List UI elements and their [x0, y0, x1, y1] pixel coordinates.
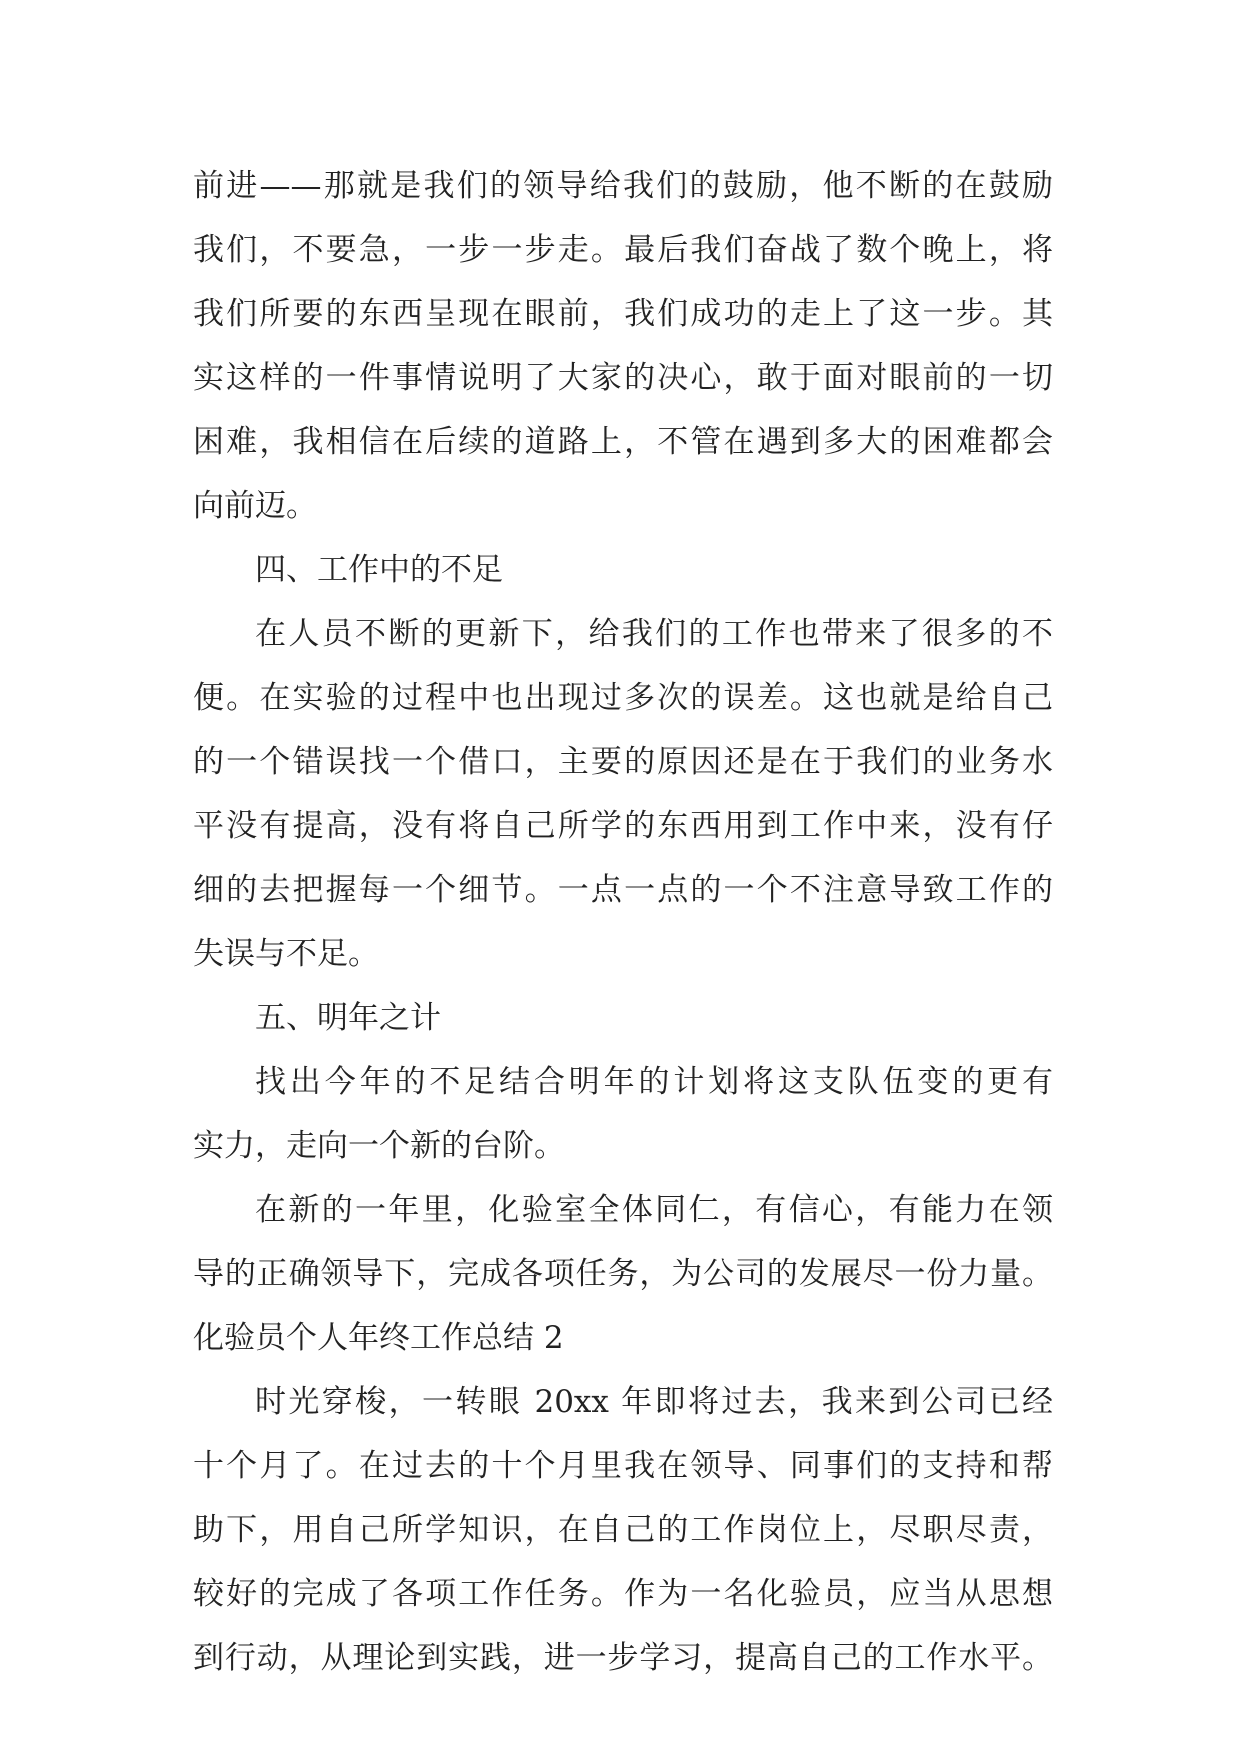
- text-line: 较好的完成了各项工作任务。作为一名化验员，应当从思想: [193, 1576, 1053, 1612]
- text-line: 向前迈。: [193, 488, 317, 524]
- text-line: 四、工作中的不足: [255, 552, 503, 588]
- text-line: 时光穿梭，一转眼 20xx 年即将过去，我来到公司已经: [255, 1384, 1053, 1420]
- text-line: 实这样的一件事情说明了大家的决心，敢于面对眼前的一切: [193, 360, 1053, 396]
- text-line: 前进——那就是我们的领导给我们的鼓励，他不断的在鼓励: [193, 168, 1053, 204]
- text-line: 我们，不要急，一步一步走。最后我们奋战了数个晚上，将: [193, 232, 1053, 268]
- text-line: 便。在实验的过程中也出现过多次的误差。这也就是给自己: [193, 680, 1053, 716]
- text-line: 导的正确领导下，完成各项任务，为公司的发展尽一份力量。: [193, 1256, 1053, 1292]
- text-line: 十个月了。在过去的十个月里我在领导、同事们的支持和帮: [193, 1448, 1053, 1484]
- text-line: 实力，走向一个新的台阶。: [193, 1128, 565, 1164]
- text-line: 的一个错误找一个借口，主要的原因还是在于我们的业务水: [193, 744, 1053, 780]
- text-line: 失误与不足。: [193, 936, 379, 972]
- text-line: 找出今年的不足结合明年的计划将这支队伍变的更有: [255, 1064, 1053, 1100]
- document-body: [193, 154, 1053, 1690]
- text-line: 细的去把握每一个细节。一点一点的一个不注意导致工作的: [193, 872, 1053, 908]
- text-line: 在人员不断的更新下，给我们的工作也带来了很多的不: [255, 616, 1053, 652]
- text-line: 助下，用自己所学知识，在自己的工作岗位上，尽职尽责，: [193, 1512, 1053, 1548]
- text-line: 我们所要的东西呈现在眼前，我们成功的走上了这一步。其: [193, 296, 1053, 332]
- text-line: 平没有提高，没有将自己所学的东西用到工作中来，没有仔: [193, 808, 1053, 844]
- text-line: 到行动，从理论到实践，进一步学习，提高自己的工作水平。: [193, 1640, 1053, 1676]
- text-line: 五、明年之计: [255, 1000, 441, 1036]
- text-line: 在新的一年里，化验室全体同仁，有信心，有能力在领: [255, 1192, 1053, 1228]
- text-line: 困难，我相信在后续的道路上，不管在遇到多大的困难都会: [193, 424, 1053, 460]
- text-line: 化验员个人年终工作总结 2: [193, 1320, 564, 1356]
